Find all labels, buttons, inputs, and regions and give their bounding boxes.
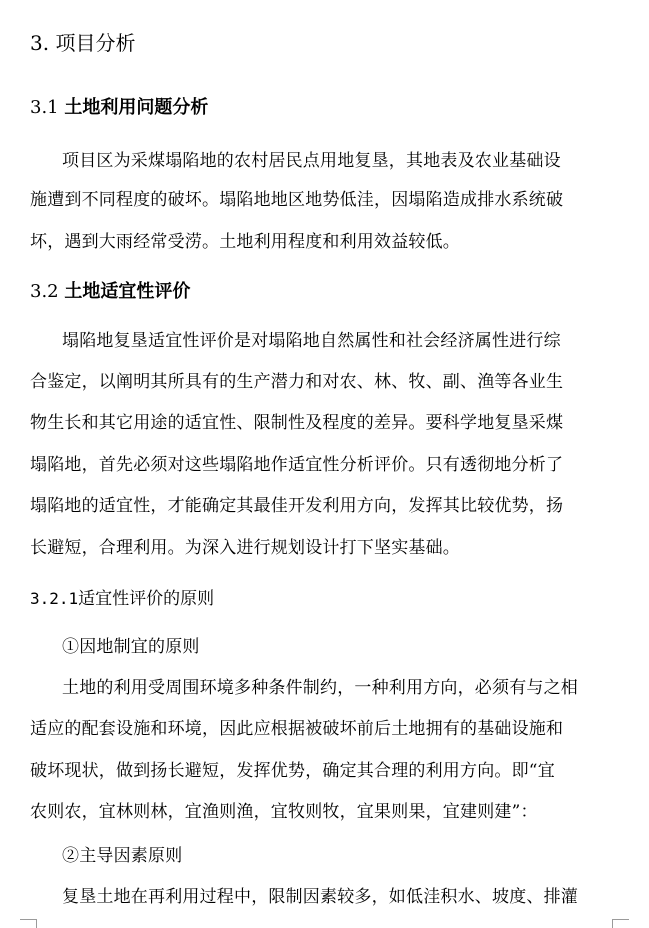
subsection-number: 3.2.1 xyxy=(30,589,79,608)
heading-text: 项目分析 xyxy=(55,31,136,55)
page-corner-mark-left xyxy=(20,919,37,928)
paragraph-line: 物生长和其它用途的适宜性、限制性及程度的差异。要科学地复垦采煤 xyxy=(30,413,564,433)
page-corner-mark-right xyxy=(612,919,629,928)
principle-title: ②主导因素原则 xyxy=(62,846,183,866)
paragraph-line: 土地的利用受周围环境多种条件制约，一种利用方向，必须有与之相 xyxy=(62,678,578,698)
paragraph-line: 塌陷地，首先必须对这些塌陷地作适宜性分析评价。只有透彻地分析了 xyxy=(30,455,564,475)
heading-number: 3. xyxy=(30,31,50,55)
paragraph-line: 复垦土地在再利用过程中，限制因素较多，如低洼积水、坡度、排灌 xyxy=(62,887,578,907)
section-title: 土地利用问题分析 xyxy=(64,97,209,118)
paragraph-line: 施遭到不同程度的破坏。塌陷地地区地势低洼，因塌陷造成排水系统破 xyxy=(30,190,564,210)
paragraph-line: 合鉴定，以阐明其所具有的生产潜力和对农、林、牧、副、渔等各业生 xyxy=(30,372,564,392)
section-title: 土地适宜性评价 xyxy=(64,281,191,302)
paragraph-line: 破坏现状，做到扬长避短，发挥优势，确定其合理的利用方向。即“宜 xyxy=(30,761,555,781)
paragraph-line: 农则农，宜林则林，宜渔则渔，宜牧则牧，宜果则果，宜建则建”： xyxy=(30,802,538,822)
paragraph-line: 塌陷地的适宜性，才能确定其最佳开发利用方向，发挥其比较优势，扬 xyxy=(30,496,564,516)
heading-land-use-analysis xyxy=(30,96,208,120)
principle-title: ①因地制宜的原则 xyxy=(62,637,200,657)
heading-evaluation-principles xyxy=(30,588,214,610)
subsection-title: 适宜性评价的原则 xyxy=(78,589,215,609)
section-number: 3.2 xyxy=(30,281,59,302)
section-number: 3.1 xyxy=(30,97,59,118)
paragraph-line: 适应的配套设施和环境，因此应根据被破坏前后土地拥有的基础设施和 xyxy=(30,719,564,739)
paragraph-line: 项目区为采煤塌陷地的农村居民点用地复垦，其地表及农业基础设 xyxy=(62,151,561,171)
paragraph-line: 坏，遇到大雨经常受涝。土地利用程度和利用效益较低。 xyxy=(30,232,460,252)
heading-project-analysis xyxy=(30,30,135,56)
heading-land-suitability xyxy=(30,280,190,304)
paragraph-line: 长避短，合理利用。为深入进行规划设计打下坚实基础。 xyxy=(30,538,460,558)
paragraph-line: 塌陷地复垦适宜性评价是对塌陷地自然属性和社会经济属性进行综 xyxy=(62,331,561,351)
